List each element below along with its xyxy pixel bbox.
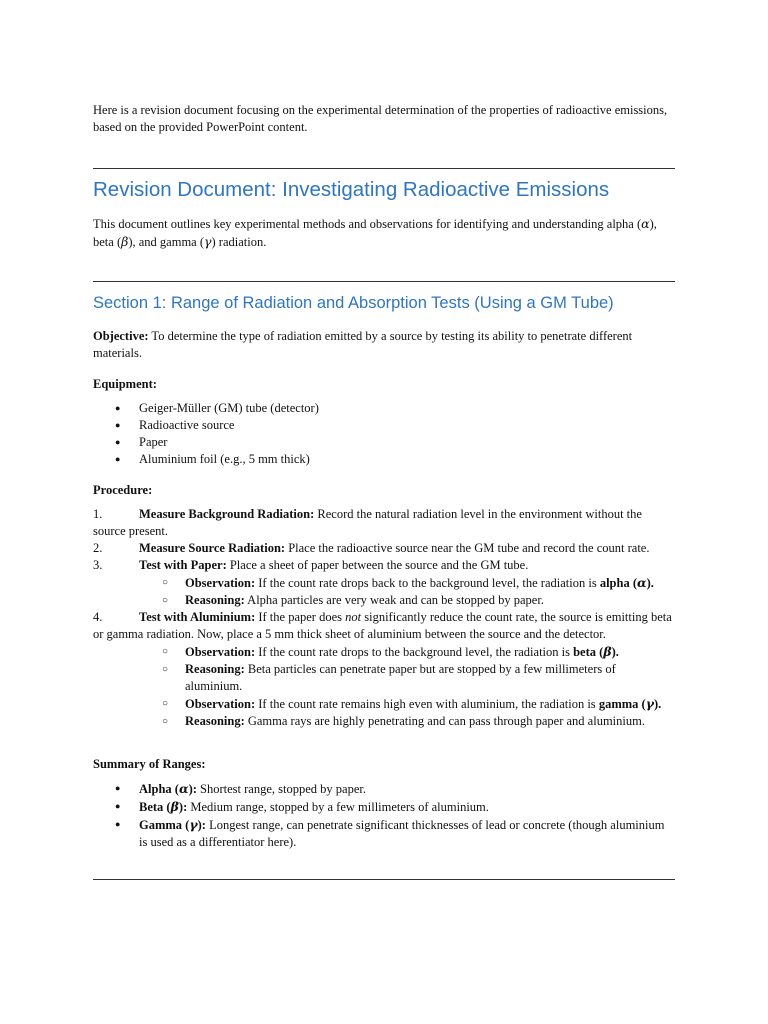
sub-list-item: ○ Observation: If the count rate remains high even with aluminium, the radiation is gamma (γ). [93,695,675,713]
divider [93,281,675,282]
procedure-step: 2. Measure Source Radiation: Place the radioactive source near the GM tube and record the count rate. [93,541,650,555]
list-item: ● Alpha (α): Shortest range, stopped by paper. [93,780,675,798]
procedure-step: 1. Measure Background Radiation: Record the natural radiation level in the environment without the source present. [93,507,642,538]
procedure-list [93,506,675,730]
sub-list-item: ○ Reasoning: Beta particles can penetrate paper but are stopped by a few millimeters of aluminium. [93,661,675,695]
list-item: ● Aluminium foil (e.g., 5 mm thick) [93,451,675,468]
document-title: Revision Document: Investigating Radioactive Emissions [93,178,610,201]
list-item: ● Radioactive source [93,417,675,434]
objective-label: Objective: [93,329,149,343]
divider [93,879,675,880]
outline-paragraph: This document outlines key experimental methods and observations for identifying and understanding alpha (α), beta (β), and gamma (γ) radiation. [93,216,657,249]
sub-list-item: ○ Observation: If the count rate drops back to the background level, the radiation is alpha (α). [93,574,675,592]
summary-list [93,780,675,851]
summary-label: Summary of Ranges: [93,757,206,771]
section-1-heading: Section 1: Range of Radiation and Absorption Tests (Using a GM Tube) [93,294,614,312]
list-item: ● Geiger-Müller (GM) tube (detector) [93,400,675,417]
procedure-label: Procedure: [93,483,153,497]
procedure-step: 3. Test with Paper: Place a sheet of paper between the source and the GM tube. [93,558,529,572]
equipment-label: Equipment: [93,377,157,391]
sub-list-item: ○ Reasoning: Gamma rays are highly penetrating and can pass through paper and aluminium. [93,713,675,730]
list-item: ● Paper [93,434,675,451]
list-item: ● Beta (β): Medium range, stopped by a few millimeters of aluminium. [93,798,675,816]
divider [93,168,675,169]
equipment-list [93,400,675,468]
procedure-step: 4. Test with Aluminium: If the paper does not significantly reduce the count rate, the source is emitting beta or gamma radiation. Now, place a 5 mm thick sheet of aluminium between the source and the detector. [93,610,672,641]
objective-paragraph: Objective: To determine the type of radiation emitted by a source by testing its ability to penetrate different materials. [93,329,633,360]
sub-list-item: ○ Observation: If the count rate drops to the background level, the radiation is beta (β). [93,643,675,661]
list-item: ● Gamma (γ): Longest range, can penetrate significant thicknesses of lead or concrete (though aluminium is used as a differentiator here). [93,816,675,851]
sub-list-item: ○ Reasoning: Alpha particles are very weak and can be stopped by paper. [93,592,675,609]
intro-paragraph: Here is a revision document focusing on the experimental determination of the properties of radioactive emissions, based on the provided PowerPoint content. [93,103,668,134]
